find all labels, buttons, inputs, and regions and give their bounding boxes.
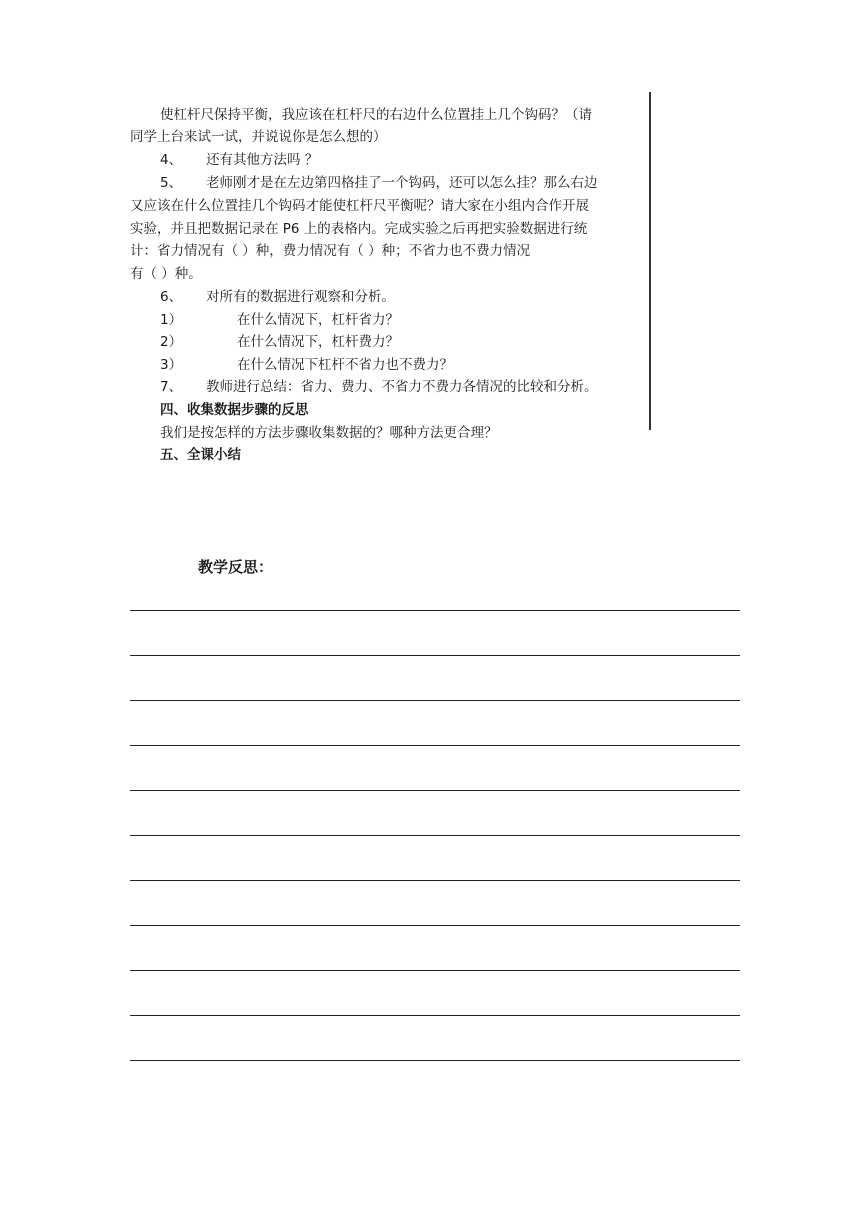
- paragraph-line: 实验，并且把数据记录在 P6 上的表格内。完成实验之后再把实验数据进行统: [130, 221, 588, 237]
- sub-item-number: 2）: [160, 334, 183, 350]
- writing-line: [130, 655, 740, 656]
- writing-line: [130, 790, 740, 791]
- paragraph-line: 同学上台来试一试，并说说你是怎么想的）: [130, 129, 387, 145]
- writing-line: [130, 700, 740, 701]
- paragraph-line: 有（ ）种。: [130, 266, 202, 282]
- writing-line: [130, 1015, 740, 1016]
- sub-item-text: 在什么情况下，杠杆省力？: [237, 312, 399, 328]
- step-text: 教师进行总结：省力、费力、不省力不费力各情况的比较和分析。: [206, 379, 598, 395]
- margin-rule: [649, 92, 651, 430]
- writing-line: [130, 610, 740, 611]
- paragraph-line: 计：省力情况有（ ）种，费力情况有（ ）种；不省力也不费力情况: [130, 243, 531, 259]
- sub-item-number: 1）: [160, 312, 183, 328]
- section-heading: 五、全课小结: [160, 447, 241, 463]
- writing-line: [130, 1060, 740, 1061]
- writing-line: [130, 970, 740, 971]
- paragraph-line: 我们是按怎样的方法步骤收集数据的？哪种方法更合理？: [160, 425, 498, 441]
- sub-item-text: 在什么情况下杠杆不省力也不费力？: [237, 357, 453, 373]
- sub-item-text: 在什么情况下，杠杆费力？: [237, 334, 399, 350]
- step-number: 5、: [160, 175, 183, 191]
- step-text: 还有其他方法吗 ？: [206, 152, 319, 168]
- step-number: 7、: [160, 379, 183, 395]
- reflection-title: 教学反思：: [198, 558, 274, 576]
- writing-line: [130, 745, 740, 746]
- sub-item-number: 3）: [160, 357, 183, 373]
- writing-line: [130, 925, 740, 926]
- step-text: 老师刚才是在左边第四格挂了一个钩码，还可以怎么挂？那么右边: [206, 175, 598, 191]
- step-number: 4、: [160, 152, 183, 168]
- section-heading: 四、收集数据步骤的反思: [160, 402, 309, 418]
- writing-line: [130, 835, 740, 836]
- writing-line: [130, 880, 740, 881]
- step-number: 6、: [160, 289, 183, 305]
- step-text: 对所有的数据进行观察和分析。: [206, 289, 395, 305]
- paragraph-line: 使杠杆尺保持平衡，我应该在杠杆尺的右边什么位置挂上几个钩码？（请: [160, 107, 592, 123]
- paragraph-line: 又应该在什么位置挂几个钩码才能使杠杆尺平衡呢？请大家在小组内合作开展: [130, 198, 589, 214]
